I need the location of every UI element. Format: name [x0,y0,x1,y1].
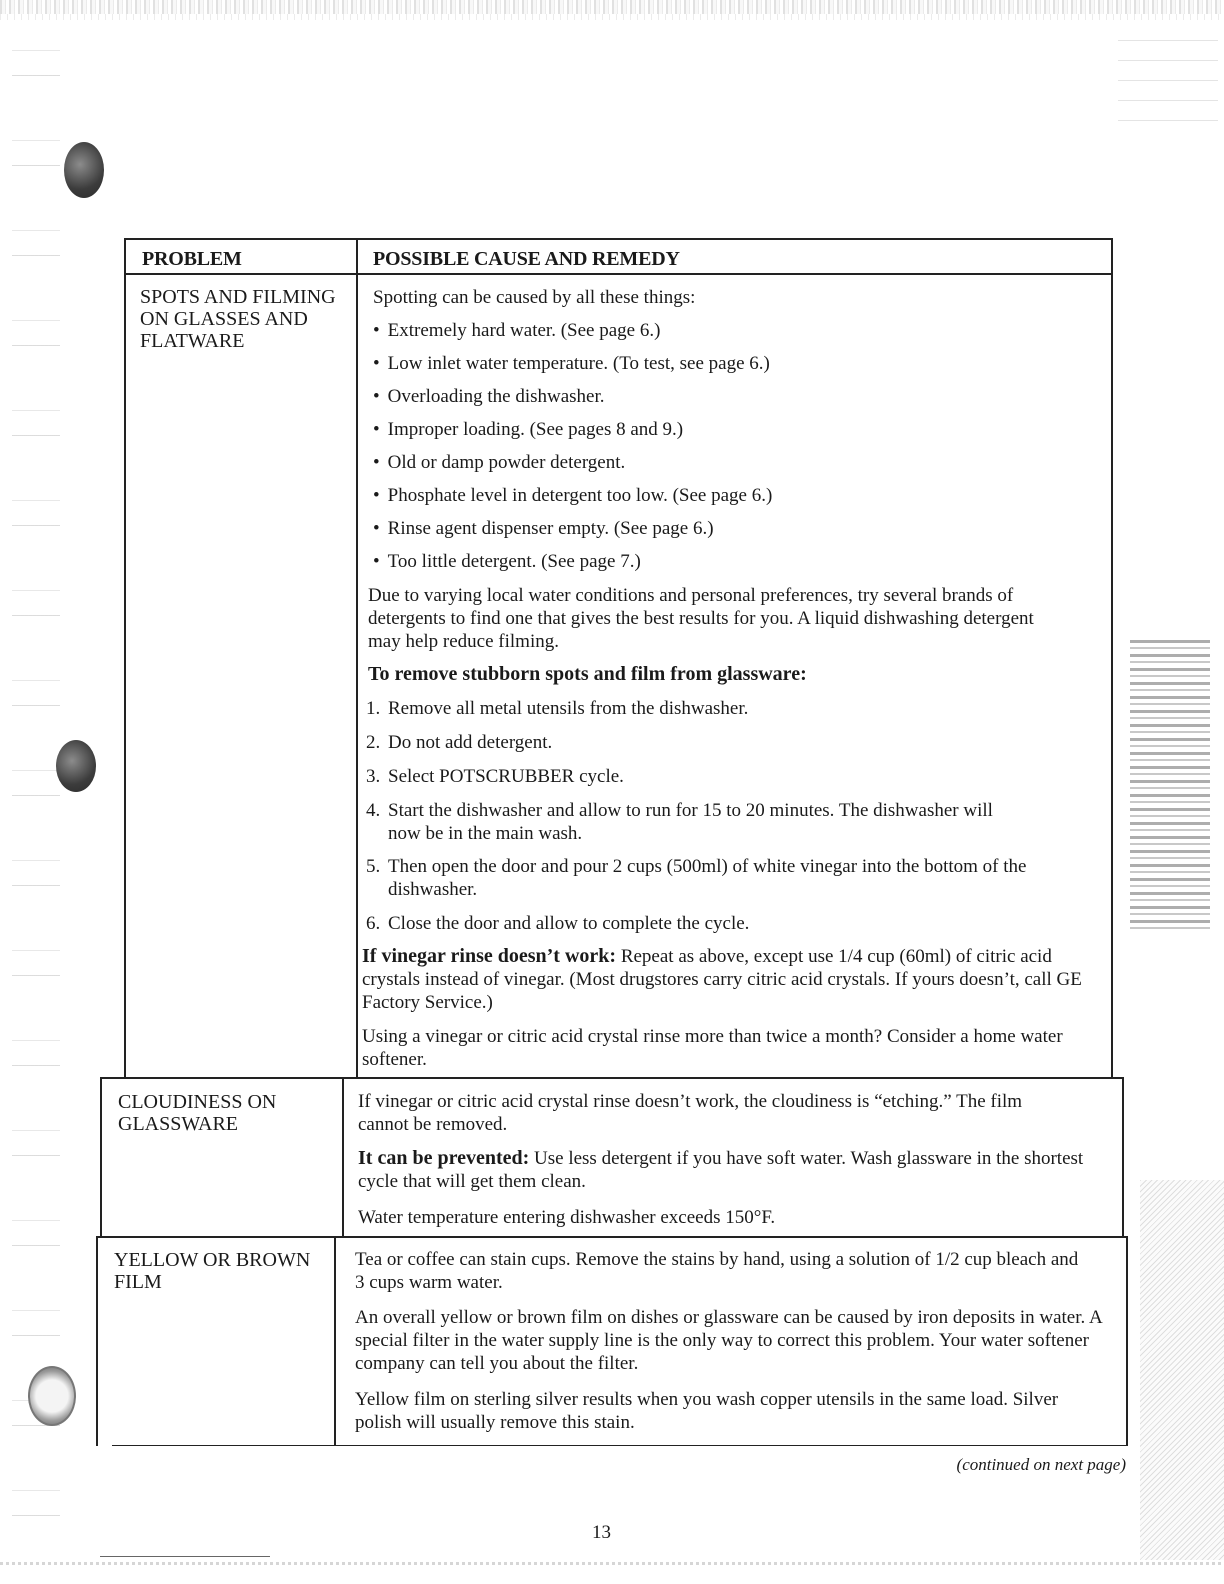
scan-artifact-left-margin [12,20,60,1540]
header-bottom-border [124,273,1113,275]
intro-text: Spotting can be caused by all these things: [373,287,696,308]
list-item: 1. Remove all metal utensils from the dishwasher. [366,698,749,719]
scan-artifact-bottom [0,1562,1224,1565]
list-item: • Low inlet water temperature. (To test, see page 6.) [373,352,1093,385]
list-item: 4. Start the dishwasher and allow to run for 15 to 20 minutes. The dishwasher will now be in the main wash. [366,800,993,844]
water-temperature-note: Water temperature entering dishwasher exceeds 150°F. [358,1207,776,1228]
scan-artifact-right-top [1118,30,1218,140]
table-left-border-2 [100,1077,102,1237]
table-right-border-1 [1111,238,1113,1078]
tea-coffee-stain: Tea or coffee can stain cups. Remove the stains by hand, using a solution of 1/2 cup bleach and 3 cups warm water. [355,1249,1079,1293]
header-problem: PROBLEM [142,248,242,270]
list-item: • Rinse agent dispenser empty. (See page 6.) [373,517,1093,550]
remedy-spots-filming [373,286,1073,309]
problem-cloudiness: CLOUDINESS ON GLASSWARE [118,1091,277,1135]
scan-artifact-bottom-rule [100,1556,270,1557]
list-item: • Improper loading. (See pages 8 and 9.) [373,418,1093,451]
list-item: 5. Then open the door and pour 2 cups (500ml) of white vinegar into the bottom of the dishwasher. [366,856,1027,900]
table-top-border [124,238,1113,240]
binder-hole-top [64,142,104,198]
table-right-border-2 [1122,1077,1124,1237]
scan-artifact-top [0,0,1224,14]
list-item: • Too little detergent. (See page 7.) [373,550,1093,583]
scan-artifact-top-2 [0,14,1224,20]
steps-list [366,697,1056,946]
vinegar-fallback-text: Repeat as above, except use 1/4 cup (60ml) of citric acid crystals instead of vinegar. (Most drugstores carry citric acid crystals. If yours doesn’t, call GE Factory Service.) [362,946,1082,1013]
prevention-lead: It can be prevented: [358,1147,530,1169]
problem-spots-filming: SPOTS AND FILMING ON GLASSES AND FLATWARE [140,286,336,352]
continued-note: (continued on next page) [956,1455,1126,1474]
water-softener-note: Using a vinegar or citric acid crystal rinse more than twice a month? Consider a home water softener. [362,1026,1063,1070]
page-number: 13 [592,1522,611,1543]
list-item: 3. Select POTSCRUBBER cycle. [366,766,624,787]
binder-hole-middle [56,740,96,792]
problem-yellow-brown-film: YELLOW OR BROWN FILM [114,1249,311,1293]
vinegar-fallback-lead: If vinegar rinse doesn’t work: [362,945,617,967]
list-item: • Phosphate level in detergent too low. (See page 6.) [373,484,1093,517]
sterling-silver-film: Yellow film on sterling silver results when you wash copper utensils in the same load. Silver polish will usually remove this stain. [355,1389,1059,1433]
table-right-border-3 [1126,1236,1128,1446]
iron-deposits: An overall yellow or brown film on dishes or glassware can be caused by iron deposits in water. A special filter in the water supply line is the only way to correct this problem. Your water softener company can tell you about the filter. [355,1307,1102,1374]
table-left-border-3 [96,1236,98,1446]
table-bottom-border [112,1445,1127,1446]
header-remedy: POSSIBLE CAUSE AND REMEDY [373,248,680,270]
row-divider-1 [100,1077,1124,1079]
cloudiness-etching: If vinegar or citric acid crystal rinse doesn’t work, the cloudiness is “etching.” The film cannot be removed. [358,1091,1023,1135]
column-divider-2 [342,1077,344,1237]
scan-artifact-right-margin [1130,640,1210,930]
column-divider-1 [356,238,358,1078]
list-item: 2. Do not add detergent. [366,732,553,753]
binder-hole-bottom [28,1366,76,1426]
row-divider-2 [96,1236,1127,1238]
cause-list [373,319,1093,583]
cloudiness-prevention [358,1147,1098,1193]
steps-heading: To remove stubborn spots and film from glassware: [368,663,807,685]
prevention-text: Use less detergent if you have soft water. Wash glassware in the shortest cycle that will get them clean. [358,1148,1084,1192]
column-divider-3 [334,1236,336,1446]
table-left-border-1 [124,238,126,1078]
list-item: 6. Close the door and allow to complete the cycle. [366,913,750,934]
list-item: • Old or damp powder detergent. [373,451,1093,484]
list-item: • Overloading the dishwasher. [373,385,1093,418]
list-item: • Extremely hard water. (See page 6.) [373,319,1093,352]
scan-artifact-right-bottom [1140,1180,1224,1560]
detergent-advice: Due to varying local water conditions and personal preferences, try several brands of detergents to find one that gives the best results for you. A liquid dishwashing detergent may help reduce filming. [368,585,1034,652]
vinegar-fallback [362,945,1082,1014]
